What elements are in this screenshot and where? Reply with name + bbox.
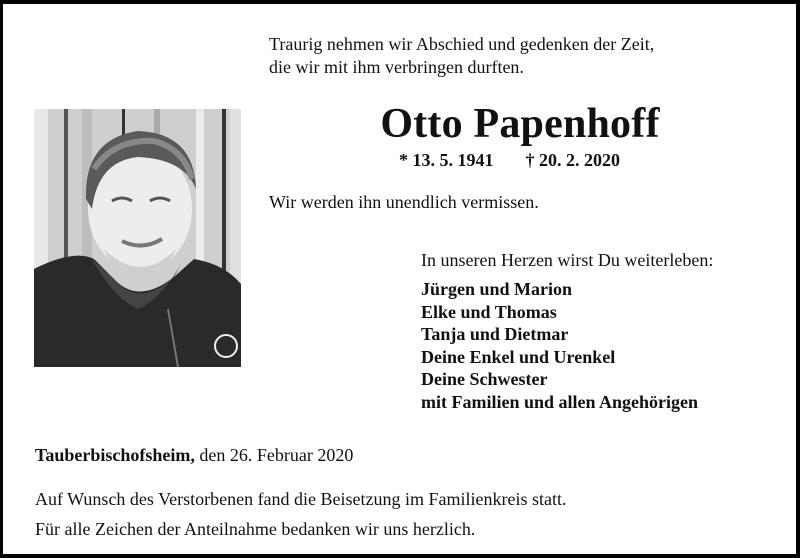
place-date [35, 444, 353, 466]
notice-line: Auf Wunsch des Verstorbenen fand die Beisetzung im Familienkreis statt. [35, 489, 567, 509]
death-date: † 20. 2. 2020 [525, 150, 620, 170]
family-list [421, 278, 698, 414]
family-member: Jürgen und Marion [421, 279, 573, 299]
intro-text [269, 33, 654, 79]
hearts-line: In unseren Herzen wirst Du weiterleben: [421, 250, 714, 270]
notices [35, 484, 567, 544]
family-member: mit Familien und allen Angehörigen [421, 391, 699, 412]
notice-line: Für alle Zeichen der Anteilnahme bedanken wir uns herzlich. [35, 519, 476, 539]
miss-line: Wir werden ihn unendlich vermissen. [269, 192, 539, 212]
life-dates [399, 149, 620, 171]
deceased-name: Otto Papenhoff [380, 101, 660, 147]
family-member: Tanja und Dietmar [421, 324, 569, 345]
family-member: Deine Enkel und Urenkel [421, 346, 616, 367]
place: Tauberbischofsheim, [35, 445, 195, 465]
family-member: Deine Schwester [421, 369, 548, 390]
intro-line: Traurig nehmen wir Abschied und gedenken der Zeit, [269, 34, 655, 54]
family-member: Elke und Thomas [421, 301, 557, 322]
birth-date: * 13. 5. 1941 [399, 150, 494, 170]
date: den 26. Februar 2020 [199, 445, 354, 465]
intro-line: die wir mit ihm verbringen durften. [269, 57, 524, 77]
